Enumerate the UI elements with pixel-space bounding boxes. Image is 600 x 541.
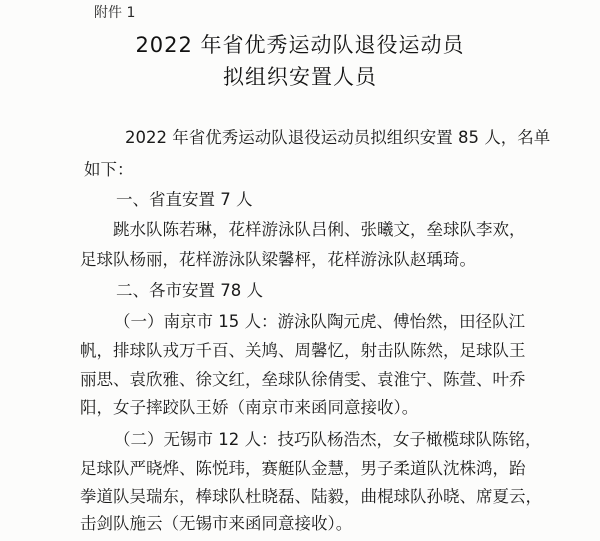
nanjing-line-4: 阳，女子摔跤队王娇（南京市来函同意接收）。 xyxy=(80,398,419,417)
intro-line-2: 如下： xyxy=(84,160,134,179)
document-title-line-2: 拟组织安置人员 xyxy=(223,65,377,89)
section-heading-cities: 二、各市安置 78 人 xyxy=(116,281,263,300)
attachment-label: 附件 1 xyxy=(94,5,136,21)
wuxi-line-2: 足球队严晓烨、陈悦玮，赛艇队金慧，男子柔道队沈株鸿，跆 xyxy=(80,459,526,478)
provincial-list-line-1: 跳水队陈若琳，花样游泳队吕俐、张曦文，垒球队李欢， xyxy=(113,220,526,239)
intro-line-1: 2022 年省优秀运动队退役运动员拟组织安置 85 人，名单 xyxy=(125,128,551,147)
provincial-list-line-2: 足球队杨丽，花样游泳队梁馨枰，花样游泳队赵瑀琦。 xyxy=(80,250,476,269)
nanjing-line-3: 丽思、袁欣雅、徐文红，垒球队徐倩雯、袁淮宁、陈萱、叶乔 xyxy=(80,370,526,389)
document-title-line-1: 2022 年省优秀运动队退役运动员 xyxy=(135,33,465,57)
nanjing-line-1: （一）南京市 15 人：游泳队陶元虎、傅怡然，田径队江 xyxy=(114,312,525,331)
wuxi-line-3: 拳道队吴瑞东，棒球队杜晓磊、陆毅，曲棍球队孙晓、席夏云， xyxy=(80,487,542,506)
nanjing-line-2: 帆，排球队戎万千百、关鸠、周馨忆，射击队陈然，足球队王 xyxy=(80,341,526,360)
wuxi-line-1: （二）无锡市 12 人：技巧队杨浩杰，女子橄榄球队陈铭， xyxy=(114,430,542,449)
wuxi-line-4: 击剑队施云（无锡市来函同意接收）。 xyxy=(80,514,353,533)
section-heading-provincial: 一、省直安置 7 人 xyxy=(116,190,253,209)
